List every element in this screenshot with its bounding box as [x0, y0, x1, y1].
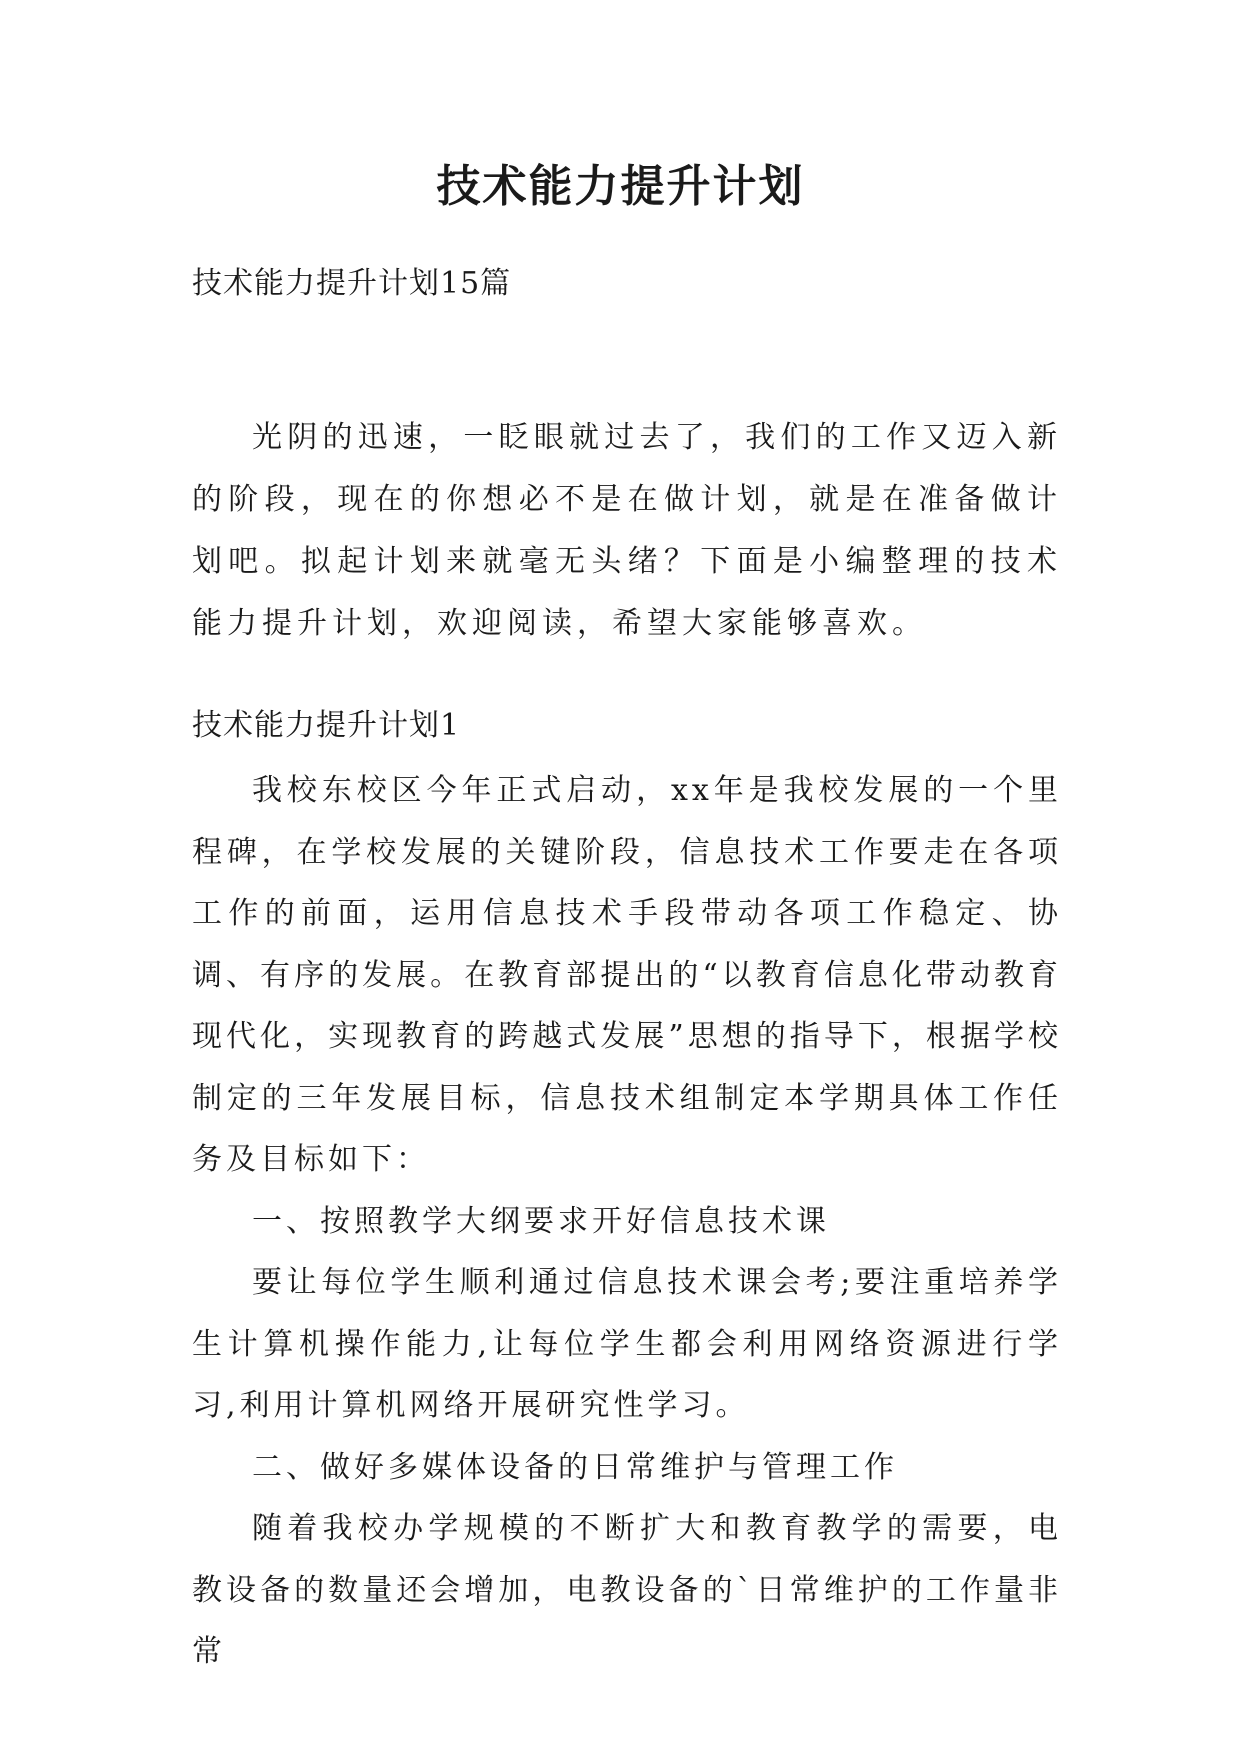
document-subtitle: 技术能力提升计划15篇: [192, 266, 512, 301]
section-heading: 技术能力提升计划1: [192, 708, 461, 743]
paragraph-2: 要让每位学生顺利通过信息技术课会考;要注重培养学生计算机操作能力,让每位学生都会利用网络资源进行学习,利用计算机网络开展研究性学习。: [192, 1265, 1062, 1423]
paragraph-3: 随着我校办学规模的不断扩大和教育教学的需要，电教设备的数量还会增加，电教设备的`日常维护的工作量非常: [192, 1511, 1062, 1669]
intro-paragraph: 光阴的迅速，一眨眼就过去了，我们的工作又迈入新的阶段，现在的你想必不是在做计划，就是在准备做计划吧。拟起计划来就毫无头绪？下面是小编整理的技术能力提升计划，欢迎阅读，希望大家能够喜欢。: [192, 420, 1062, 641]
item-heading-2: 二、做好多媒体设备的日常维护与管理工作: [252, 1449, 898, 1485]
section-content: [192, 760, 1062, 1683]
paragraph-1: 我校东校区今年正式启动，xx年是我校发展的一个里程碑，在学校发展的关键阶段，信息技术工作要走在各项工作的前面，运用信息技术手段带动各项工作稳定、协调、有序的发展。在教育部提出的“以教育信息化带动教育现代化，实现教育的跨越式发展”思想的指导下，根据学校制定的三年发展目标，信息技术组制定本学期具体工作任务及目标如下：: [192, 773, 1062, 1177]
document-title: 技术能力提升计划: [436, 161, 805, 212]
item-heading-1: 一、按照教学大纲要求开好信息技术课: [252, 1203, 830, 1239]
